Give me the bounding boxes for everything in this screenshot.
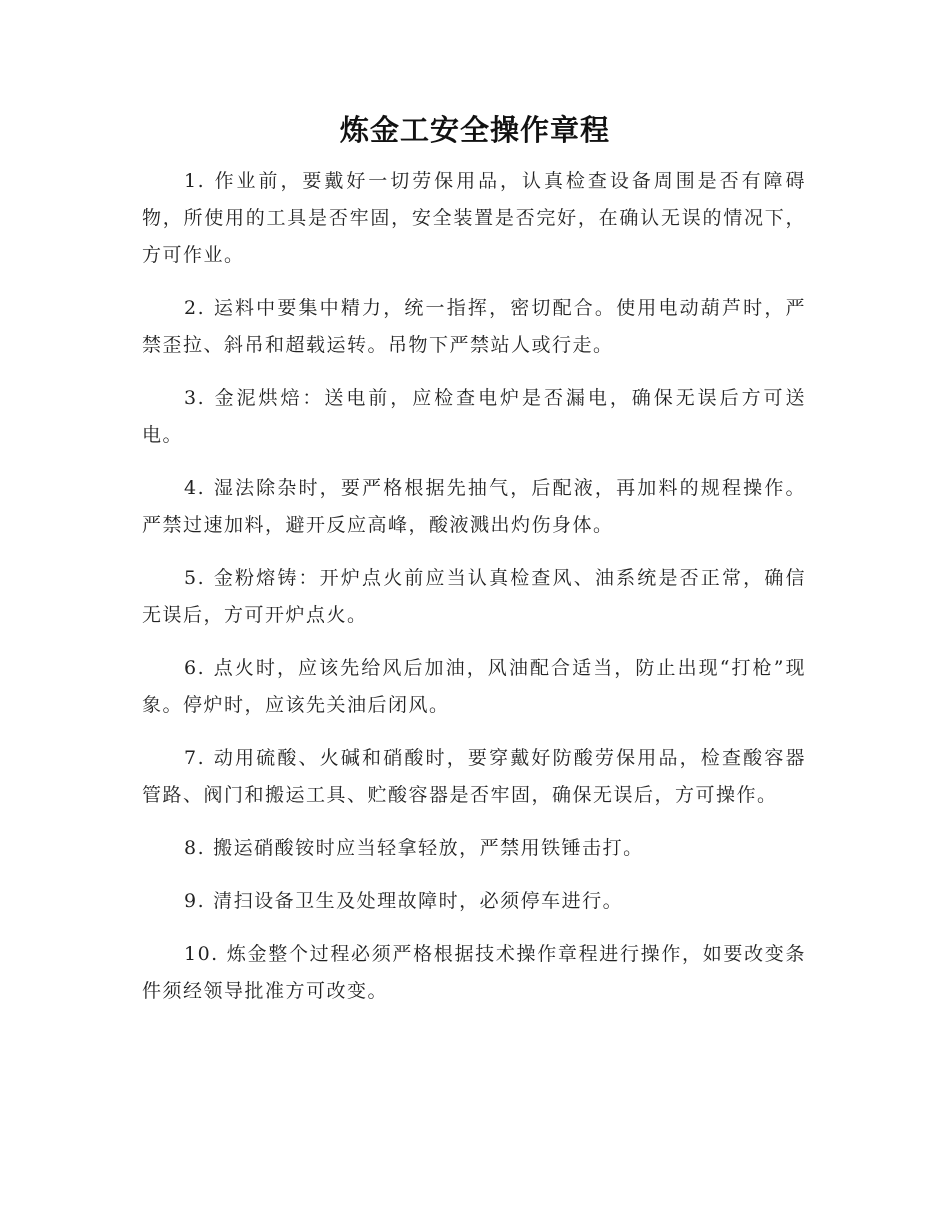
- document-title: 炼金工安全操作章程: [339, 113, 610, 147]
- clause-number: 8.: [184, 837, 206, 859]
- clause-6: [142, 650, 806, 724]
- clause-3: [142, 380, 806, 454]
- clause-text: 运料中要集中精力，统一指挥，密切配合。使用电动葫芦时，严禁歪拉、斜吊和超载运转。吊物下严禁站人或行走。: [142, 297, 806, 356]
- clause-1: [142, 163, 806, 274]
- clause-7: [142, 740, 806, 814]
- clause-text: 点火时，应该先给风后加油，风油配合适当，防止出现“打枪”现象。停炉时，应该先关油后闭风。: [142, 657, 806, 716]
- clause-number: 3.: [184, 387, 206, 409]
- clause-4: [142, 470, 806, 544]
- clause-2: [142, 290, 806, 364]
- clause-number: 4.: [184, 477, 206, 499]
- clause-text: 湿法除杂时，要严格根据先抽气，后配液，再加料的规程操作。严禁过速加料，避开反应高峰，酸液溅出灼伤身体。: [142, 477, 806, 536]
- clause-number: 7.: [184, 747, 206, 769]
- clause-list: [142, 163, 806, 1026]
- clause-text: 炼金整个过程必须严格根据技术操作章程进行操作，如要改变条件须经领导批准方可改变。: [142, 943, 806, 1002]
- clause-text: 金泥烘焙：送电前，应检查电炉是否漏电，确保无误后方可送电。: [142, 387, 806, 446]
- clause-number: 10.: [184, 943, 219, 965]
- clause-text: 清扫设备卫生及处理故障时，必须停车进行。: [213, 890, 624, 912]
- clause-8: [142, 830, 806, 867]
- clause-number: 9.: [184, 890, 206, 912]
- clause-number: 2.: [184, 297, 206, 319]
- clause-text: 搬运硝酸铵时应当轻拿轻放，严禁用铁锤击打。: [213, 837, 644, 859]
- clause-text: 金粉熔铸：开炉点火前应当认真检查风、油系统是否正常，确信无误后，方可开炉点火。: [142, 567, 806, 626]
- clause-text: 动用硫酸、火碱和硝酸时，要穿戴好防酸劳保用品，检查酸容器管路、阀门和搬运工具、贮酸容器是否牢固，确保无误后，方可操作。: [142, 747, 806, 806]
- clause-5: [142, 560, 806, 634]
- clause-number: 6.: [184, 657, 206, 679]
- clause-text: 作业前，要戴好一切劳保用品，认真检查设备周围是否有障碍物，所使用的工具是否牢固，安全装置是否完好，在确认无误的情况下，方可作业。: [142, 170, 806, 266]
- clause-number: 1.: [184, 170, 206, 192]
- clause-10: [142, 936, 806, 1010]
- clause-9: [142, 883, 806, 920]
- clause-number: 5.: [184, 567, 206, 589]
